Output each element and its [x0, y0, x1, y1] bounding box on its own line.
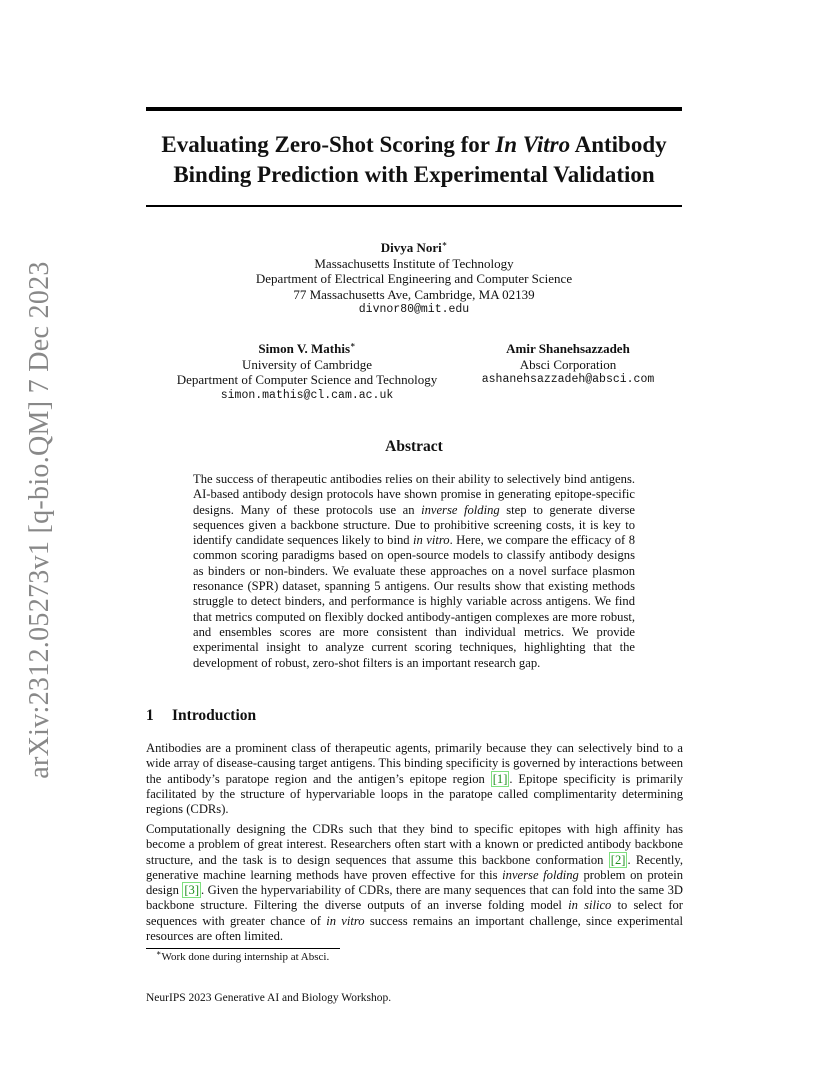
section-title: Introduction	[172, 707, 257, 724]
citation-link[interactable]: [2]	[610, 852, 626, 867]
author-affiliation: University of Cambridge	[242, 356, 372, 372]
section-number: 1	[146, 707, 154, 724]
title-top-rule	[146, 107, 682, 111]
abstract-body: The success of therapeutic antibodies relies on their ability to selectively bind antigens. AI-based antibody design protocols have shown promise in generating epitope-specific designs. Many of these protocols use an inverse folding step to generate diverse sequences given a backbone structure. Due to prohibitive screening costs, it is key to identify candidate sequences likely to bind in vitro. Here, we compare the efficacy of 8 common scoring paradigms based on open-source models to classify antibody designs as binders or non-binders. We evaluate these approaches on a novel surface plasmon resonance (SPR) dataset, spanning 5 antigens. Our results show that existing methods struggle to detect binders, and performance is highly variable across antigens. We find that metrics computed on flexibly docked antibody-antigen complexes are more robust, and ensembles scores are more consistent than individual metrics. We provide experimental insight to analyze current scoring techniques, highlighting that the development of robust, zero-shot filters is an important research gap.	[193, 472, 635, 670]
intro-paragraph-1: Antibodies are a prominent class of therapeutic agents, primarily because they can selectively bind to a wide array of disease-causing target antigens. This binding specificity is governed by interactions between the antibody’s paratope region and the antigen’s epitope region [1] . Epitope specificity is primarily facilitated by the structure of hypervariable loops in the paratope called complimentarity determining regions (CDRs).	[146, 741, 683, 817]
section-heading-introduction	[146, 707, 256, 725]
footnote: ∗Work done during internship at Absci.	[156, 948, 330, 963]
citation-link[interactable]: [1]	[492, 771, 508, 786]
citation-link[interactable]: [3]	[184, 883, 200, 898]
author-email[interactable]: divnor80@mit.edu	[358, 303, 470, 316]
author-block-third	[468, 341, 668, 388]
venue-note: NeurIPS 2023 Generative AI and Biology Workshop.	[146, 992, 392, 1004]
author-affiliation: Absci Corporation	[519, 356, 617, 372]
title-line-1: Evaluating Zero-Shot Scoring for In Vitro Antibody	[161, 132, 667, 157]
arxiv-identifier: arXiv:2312.05273v1 [q-bio.QM] 7 Dec 2023	[24, 261, 55, 779]
author-name: Divya Nori∗	[380, 239, 448, 255]
author-department: Department of Electrical Engineering and Computer Science	[255, 271, 573, 286]
footnote-rule	[146, 948, 340, 949]
title-line-2: Binding Prediction with Experimental Validation	[173, 162, 655, 187]
author-name: Amir Shanehsazzadeh	[506, 341, 630, 356]
title-bottom-rule	[146, 205, 682, 207]
author-block-second	[162, 341, 452, 403]
intro-paragraph-2: Computationally designing the CDRs such that they bind to specific epitopes with high affinity has become a problem of great interest. Researchers often start with a known or predicted antibody backbone structure, and the task is to design sequences that assume this backbone conformation [2] . Recently, generative machine learning methods have proven effective for this inverse folding problem on protein design [3] . Given the hypervariability of CDRs, there are many sequences that can fold into the same 3D backbone structure. Filtering the diverse outputs of an inverse folding model in silico to select for sequences with greater chance of in vitro success remains an important challenge, since experimental resources are often limited.	[146, 822, 684, 944]
author-address: 77 Massachusetts Ave, Cambridge, MA 02139	[293, 286, 535, 302]
author-affiliation: Massachusetts Institute of Technology	[314, 255, 514, 271]
author-department: Department of Computer Science and Technology	[176, 372, 438, 387]
author-email[interactable]: ashanehsazzadeh@absci.com	[481, 373, 655, 386]
author-block-first	[146, 240, 682, 318]
author-email[interactable]: simon.mathis@cl.cam.ac.uk	[220, 388, 394, 402]
abstract-heading: Abstract	[385, 438, 443, 455]
paper-title	[146, 130, 682, 190]
author-name: Simon V. Mathis∗	[258, 340, 356, 356]
